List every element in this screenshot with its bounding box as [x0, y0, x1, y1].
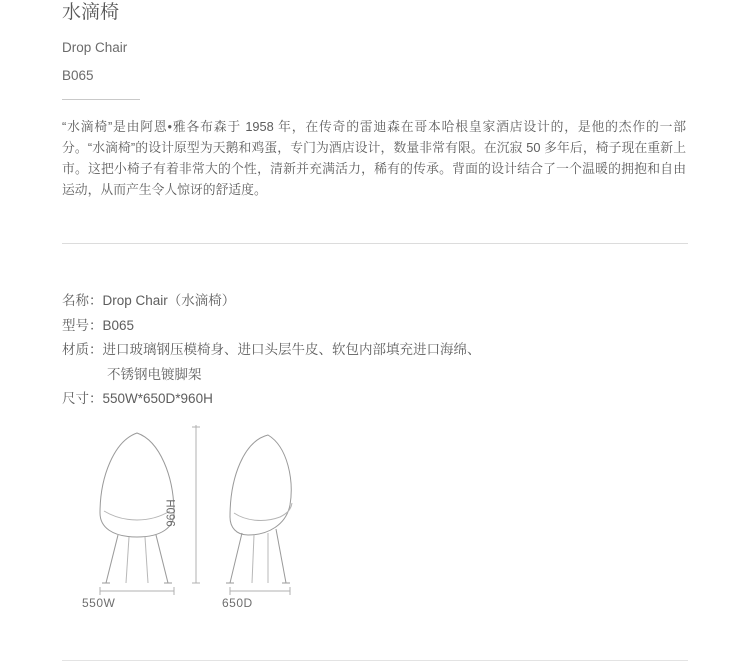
side-leg-right [276, 529, 286, 583]
section-divider [62, 243, 688, 244]
spec-line-material: 材质：进口玻璃钢压模椅身、进口头层牛皮、软包内部填充进口海绵、 [62, 342, 481, 357]
depth-dimension-label: 650D [222, 596, 253, 610]
product-model-number: B065 [62, 68, 94, 83]
product-title-en: Drop Chair [62, 40, 128, 55]
footer-divider [62, 660, 688, 661]
height-dimension-label: 960H [166, 499, 178, 527]
side-leg-left [230, 533, 242, 583]
product-description: “水滴椅”是由阿恩•雅各布森于 1958 年，在传奇的雷迪森在哥本哈根皇家酒店设计的，是他的杰作的一部分。“水滴椅”的设计原型为天鹅和鸡蛋，专门为酒店设计，数量非常有限。在沉寂 50 多年后，椅子现在重新上市。这把小椅子有着非常大的个性，清新并充满活力，稀有的传承。背面的设计结合了一个温暖的拥抱和自由运动，从而产生令人惊讶的舒适度。 [62, 119, 686, 197]
side-view-body [230, 435, 291, 535]
product-specifications [62, 289, 690, 412]
front-leg-right [156, 535, 168, 583]
front-leg-center-left [126, 537, 129, 583]
front-view-seat-line [104, 511, 170, 520]
chair-dimension-diagram [62, 425, 362, 615]
front-leg-left [106, 535, 118, 583]
front-leg-center-right [145, 537, 148, 583]
width-dimension-label: 550W [82, 596, 116, 610]
technical-drawing [62, 425, 362, 615]
title-divider [62, 99, 140, 100]
spec-line-dimensions: 尺寸：550W*650D*960H [62, 391, 213, 406]
spec-line-material-cont: 不锈钢电镀脚架 [62, 366, 202, 382]
product-info-block [62, 0, 690, 412]
side-leg-mid-left [252, 535, 254, 583]
front-view-body [100, 433, 174, 537]
spec-line-name: 名称：Drop Chair（水滴椅） [62, 293, 236, 308]
side-view-seat-line [234, 503, 292, 520]
spec-line-model: 型号：B065 [62, 317, 135, 333]
page-title: 水滴椅 [62, 2, 120, 23]
